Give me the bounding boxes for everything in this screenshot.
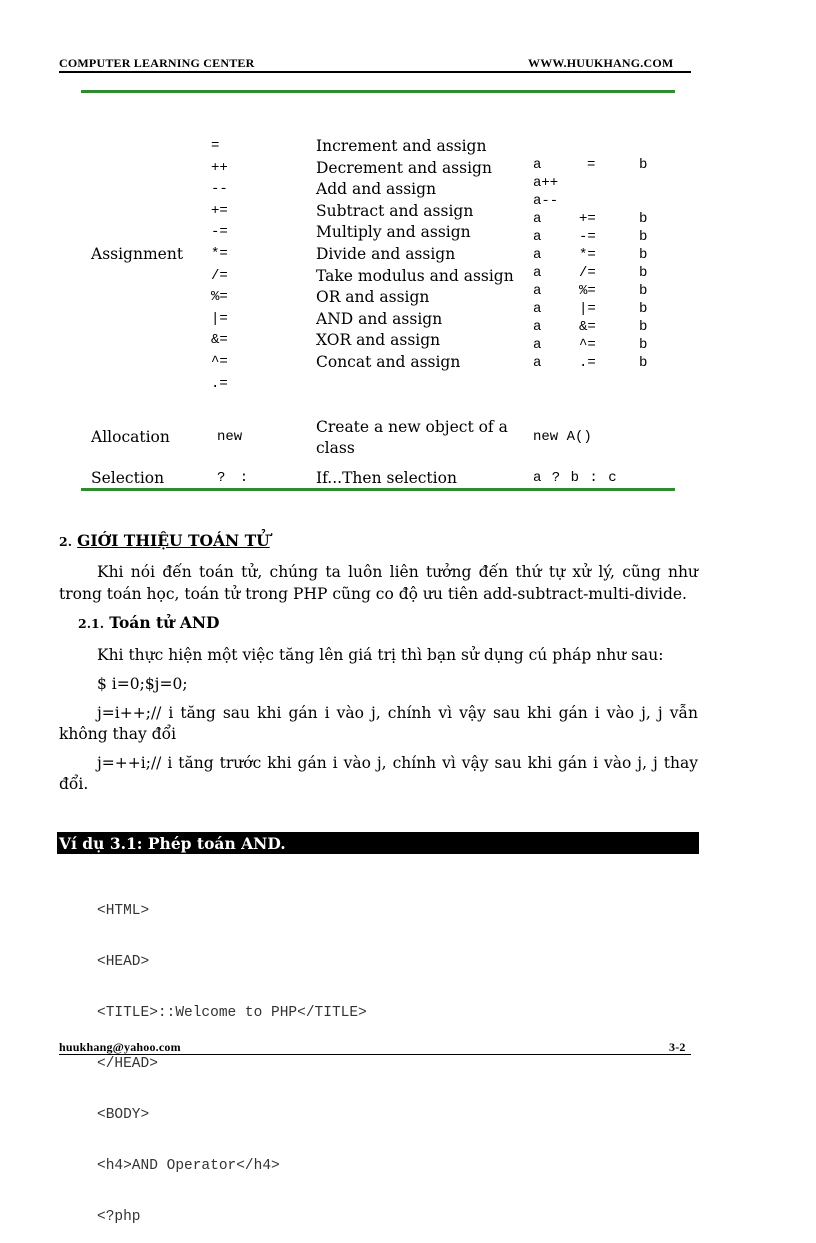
paragraph-line2: không thay đổi <box>59 725 177 743</box>
subsection-title: Toán tử AND <box>109 613 220 632</box>
allocation-example: new A() <box>533 429 592 445</box>
example-b: b <box>639 157 648 173</box>
operator: += <box>211 202 228 219</box>
operator: |= <box>211 310 228 327</box>
description: Subtract and assign <box>316 201 474 220</box>
code-line: </HEAD> <box>97 1056 158 1072</box>
allocation-description-line2: class <box>316 439 355 457</box>
intro-line2: trong toán học, toán tử trong PHP cũng co độ ưu tiên add-subtract-multi-divide. <box>59 585 687 603</box>
example-b: b <box>639 265 648 281</box>
description: XOR and assign <box>316 331 441 350</box>
paragraph: Khi thực hiện một việc tăng lên giá trị thì bạn sử dụng cú pháp như sau: <box>97 646 664 664</box>
example-row <box>533 247 663 265</box>
description: Concat and assign <box>316 352 461 371</box>
example-op: |= <box>579 301 596 317</box>
code-line: <HTML> <box>97 903 150 919</box>
footer-email: huukhang@yahoo.com <box>59 1040 181 1054</box>
example-row <box>533 229 663 247</box>
code-line: <?php <box>97 1209 141 1225</box>
example-b: b <box>639 283 648 299</box>
operator: ^= <box>211 353 228 370</box>
example-op: = <box>587 157 596 173</box>
selection-example: a ? b : c <box>533 470 618 486</box>
code-line: <h4>AND Operator</h4> <box>97 1158 280 1174</box>
code-block <box>97 869 367 1243</box>
operator: *= <box>211 245 228 262</box>
example-row <box>533 157 663 175</box>
allocation-operator: new <box>217 429 243 445</box>
operator: /= <box>211 267 228 284</box>
description: Increment and assign <box>316 137 487 155</box>
footer-page-number: 3-2 <box>669 1040 686 1054</box>
example-b: b <box>639 355 648 371</box>
operator: ++ <box>211 159 228 176</box>
example-b: b <box>639 229 648 245</box>
example-a: a++ <box>533 175 559 191</box>
example-op: *= <box>579 247 596 263</box>
example-title: Ví dụ 3.1: Phép toán AND. <box>59 834 286 853</box>
operator: %= <box>211 289 228 306</box>
example-op: .= <box>579 355 596 371</box>
category-selection: Selection <box>91 469 165 487</box>
header-rule <box>59 71 691 73</box>
example-b: b <box>639 211 648 227</box>
example-b: b <box>639 337 648 353</box>
section-heading <box>59 531 270 550</box>
example-row <box>533 301 663 319</box>
subsection-heading <box>78 613 219 632</box>
example-row <box>533 265 663 283</box>
example-op: += <box>579 211 596 227</box>
operator: = <box>211 138 220 154</box>
example-op: %= <box>579 283 596 299</box>
operator: .= <box>211 375 228 392</box>
example-title-bar <box>57 832 699 854</box>
category-assignment: Assignment <box>91 245 184 263</box>
code-line: <HEAD> <box>97 954 150 970</box>
description: OR and assign <box>316 288 430 307</box>
description-column <box>316 136 514 374</box>
example-b: b <box>639 301 648 317</box>
description: Take modulus and assign <box>316 266 514 285</box>
description: Add and assign <box>316 180 437 199</box>
header-green-rule <box>81 90 675 93</box>
selection-description: If...Then selection <box>316 469 457 487</box>
example-row <box>533 355 663 373</box>
example-op: /= <box>579 265 596 281</box>
example-op: &= <box>579 319 596 335</box>
operator: -- <box>211 181 228 198</box>
paragraph: $ i=0;$j=0; <box>97 675 188 693</box>
description: Divide and assign <box>316 244 456 263</box>
operator: &= <box>211 332 228 349</box>
code-line: <BODY> <box>97 1107 150 1123</box>
paragraph-line1: j=i++;// i tăng sau khi gán i vào j, chính vì vậy sau khi gán i vào j, j vẫn <box>97 704 698 722</box>
example-a: a <box>533 301 542 317</box>
operator-column <box>211 136 228 395</box>
example-op: ^= <box>579 337 596 353</box>
example-row <box>533 337 663 355</box>
header-left: COMPUTER LEARNING CENTER <box>59 56 255 70</box>
example-a: a <box>533 157 542 173</box>
example-a: a-- <box>533 193 559 209</box>
example-row <box>533 211 663 229</box>
example-a: a <box>533 355 542 371</box>
paragraph-line2: đổi. <box>59 775 89 793</box>
example-b: b <box>639 319 648 335</box>
description: Decrement and assign <box>316 158 492 177</box>
example-a: a <box>533 319 542 335</box>
example-a: a <box>533 211 542 227</box>
intro-line1: Khi nói đến toán tử, chúng ta luôn liên tưởng đến thứ tự xử lý, cũng như <box>97 563 698 581</box>
example-row <box>533 175 663 193</box>
description: Multiply and assign <box>316 223 471 242</box>
allocation-description-line1: Create a new object of a <box>316 418 508 436</box>
example-a: a <box>533 265 542 281</box>
category-allocation: Allocation <box>91 428 170 446</box>
example-b: b <box>639 247 648 263</box>
selection-operator: ? : <box>217 470 252 486</box>
example-a: a <box>533 283 542 299</box>
section-number: 2. <box>59 534 73 549</box>
example-row <box>533 193 663 211</box>
example-op: -= <box>579 229 596 245</box>
section-title: GIỚI THIỆU TOÁN TỬ <box>77 531 270 550</box>
table-bottom-rule <box>81 488 675 491</box>
header-right: WWW.HUUKHANG.COM <box>528 56 674 70</box>
example-a: a <box>533 247 542 263</box>
subsection-number: 2.1. <box>78 616 105 631</box>
operator: -= <box>211 224 228 241</box>
footer-rule <box>59 1054 691 1055</box>
example-a: a <box>533 337 542 353</box>
description: AND and assign <box>316 309 443 328</box>
example-row <box>533 319 663 337</box>
code-line: <TITLE>::Welcome to PHP</TITLE> <box>97 1005 367 1021</box>
example-row <box>533 283 663 301</box>
example-a: a <box>533 229 542 245</box>
paragraph-line1: j=++i;// i tăng trước khi gán i vào j, chính vì vậy sau khi gán i vào j, j thay <box>97 754 698 772</box>
